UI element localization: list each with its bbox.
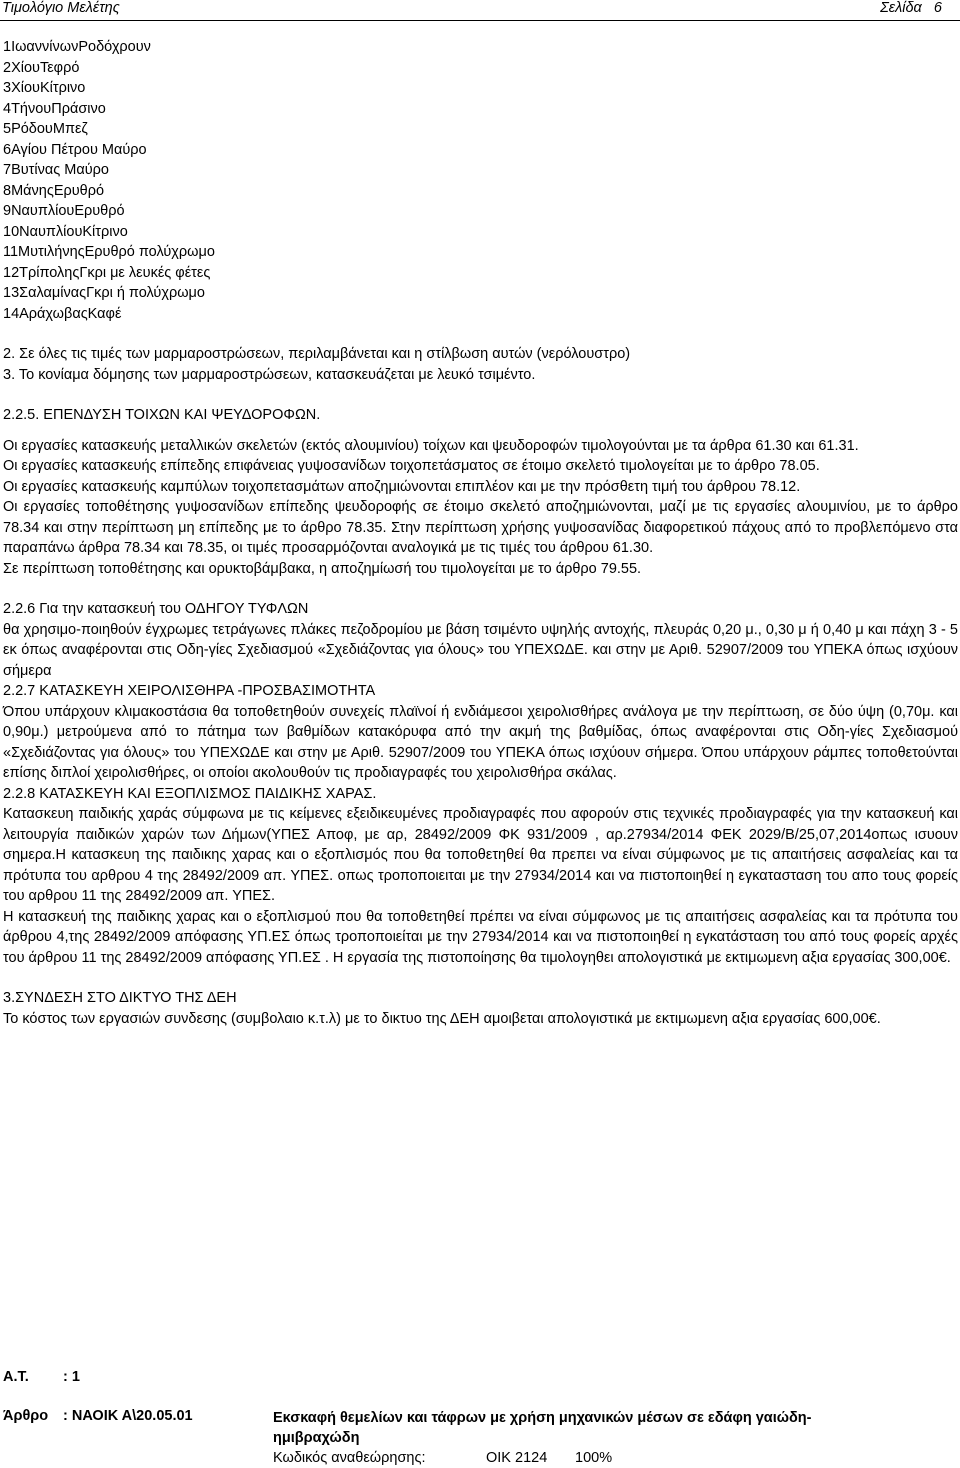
article-code: : ΝΑΟΙΚ Α\20.05.01 <box>63 1408 193 1424</box>
revision-percent: 100% <box>575 1450 613 1466</box>
spacer <box>3 385 958 405</box>
color-list-item: 13ΣαλαμίναςΓκρι ή πολύχρωμο <box>3 285 205 301</box>
section-225-paragraph: Οι εργασίες κατασκευής μεταλλικών σκελετών (εκτός αλουμινίου) τοίχων και ψευδοροφών τιμολογούνται με τα άρθρα 61.30 και 61.31. <box>3 437 859 454</box>
page-header <box>0 0 960 21</box>
section-225-paragraph: Οι εργασίες κατασκευής επίπεδης επιφάνειας γυψοσανίδων τοιχοπετάσματος σε έτοιμο σκελετό τιμολογείται με το άρθρο 78.05. <box>3 458 820 474</box>
color-list-item: 14ΑράχωβαςΚαφέ <box>3 305 122 322</box>
spacer <box>3 579 958 599</box>
at-label: Α.Τ. <box>3 1369 29 1385</box>
section-225-paragraph: Οι εργασίες κατασκευής καμπύλων τοιχοπετασμάτων αποζημιώνονται επιπλέον και με την πρόσθετη τιμή του άρθρου 78.12. <box>3 478 801 495</box>
article-description: Εκσκαφή θεμελίων και τάφρων με χρήση μηχανικών μέσων σε εδάφη γαιώδη-ημιβραχώδη <box>273 1410 812 1446</box>
spacer <box>3 324 958 344</box>
color-list-item: 8ΜάνηςΕρυθρό <box>3 182 105 199</box>
section-226-heading: 2.2.6 Για την κατασκευή του ΟΔΗΓΟΥ ΤΥΦΛΩΝ <box>3 601 309 617</box>
color-list-item: 7Βυτίνας Μαύρο <box>3 162 109 178</box>
section-227-paragraph: Όπου υπάρχουν κλιμακοστάσια θα τοποθετηθούν συνεχείς πλαϊνοί ή ενδιάμεσοι χειρολισθήρες ανάλογα με την περίπτωση, σε δύο ύψη (0,70μ. και 0,90μ.) μετρούμενα από το πάτημα των βαθμίδων κατακόρυφα από την ακμή της βαθμίδας, όπως αναφέρονται στις Οδη-γίες Σχεδιασμού «Σχεδιάζοντας για όλους» του ΥΠΕΧΩΔΕ και στην με Αριθ. 52907/2009 του ΥΠΕΚΑ όπως ισχύουν σήμερα. Όπου υπάρχουν ράμπες τοποθετούνται επίσης διπλοί χειρολισθήρες, οι οποίοι ακολουθούν τις προδιαγραφές του χειρολισθήρα σκάλας. <box>3 703 958 781</box>
note-2: 2. Σε όλες τις τιμές των μαρμαροστρώσεων, περιλαμβάνεται και η στίλβωση αυτών (νερόλουστρο) <box>3 346 631 362</box>
color-list-item: 1ΙωαννίνωνΡοδόχρουν <box>3 39 151 55</box>
section-228-paragraph: Η κατασκευή της παιδικης χαρας και ο εξοπλισμού που θα τοποθετηθεί πρέπει να είναι σύμφωνος με τις απαιτήσεις ασφαλείας και τα πρότυπα του άρθρου 4,της 28492/2009 απόφασης ΥΠ.ΕΣ όπως τροποποιείται με την 27934/2014 και να πιστοποιηθεί η εγκατάσταση του από τους φορείς αρχές του άρθρου 11 της 28492/2009 απόφασης ΥΠ.ΕΣ . Η εργασία της πιστοποίησης θα τιμολογηθει απολογιστικά με εκτιμωμενη αξια εργασίας 300,00€. <box>3 908 958 966</box>
color-list-item: 12ΤρίποληςΓκρι με λευκές φέτες <box>3 264 211 281</box>
spacer <box>3 968 958 988</box>
document-body <box>3 37 958 1029</box>
spacer <box>3 426 958 436</box>
color-list-item: 10ΝαυπλίουΚίτρινο <box>3 223 128 240</box>
page-indicator <box>880 0 942 16</box>
color-list <box>3 37 958 324</box>
color-list-item: 2ΧίουΤεφρό <box>3 59 80 76</box>
section-227-heading: 2.2.7 ΚΑΤΑΣΚΕΥΗ ΧΕΙΡΟΛΙΣΘΗΡΑ -ΠΡΟΣΒΑΣΙΜΟΤΗΤΑ <box>3 683 376 699</box>
revision-code: ΟΙΚ 2124 <box>486 1450 548 1466</box>
section-225-paragraph: Οι εργασίες τοποθέτησης γυψοσανίδων επίπεδης ψευδοροφής σε έτοιμο σκελετό αποζημιώνονται, μαζί με τις εργασίες αλουμινίου, με το άρθρο 78.34 και στην περίπτωση μη επίπεδης με το άρθρο 78.35. Στην περίπτωση χρήσης γυψοσανίδας διαφορετικού πάχους από το προβλεπόμενο στα παραπάνω άρθρα 78.34 και 78.35, οι τιμές προσαρμόζονται αναλογικά με τις τιμές του άρθρου 61.30. <box>3 499 958 556</box>
section-225-paragraph: Σε περίπτωση τοποθέτησης και ορυκτοβάμβακα, η αποζημίωσή του τιμολογείται με το άρθρο 79.55. <box>3 560 642 577</box>
section-226-paragraph: θα χρησιμο-ποιηθούν έγχρωμες τετράγωνες πλάκες πεζοδρομίου με βάση τσιμέντο υψηλής αντοχής, πλευράς 0,20 μ., 0,30 μ ή 0,40 μ και πάχη 3 - 5 εκ όπως αναφέρονται στις Οδη-γίες Σχεδιασμού «Σχεδιάζοντας για όλους» του ΥΠΕΧΩΔΕ. και στην με Αριθ. 52907/2009 του ΥΠΕΚΑ όπως ισχύουν σήμερα <box>3 621 958 679</box>
color-list-item: 9ΝαυπλίουΕρυθρό <box>3 203 125 219</box>
color-list-item: 11ΜυτιλήνηςΕρυθρό πολύχρωμο <box>3 244 215 260</box>
color-list-item: 4ΤήνουΠράσινο <box>3 100 106 117</box>
color-list-item: 5ΡόδουΜπεζ <box>3 121 88 137</box>
article-label: Άρθρο <box>3 1408 49 1424</box>
section-225-heading: 2.2.5. ΕΠΕΝΔΥΣΗ ΤΟΙΧΩΝ ΚΑΙ ΨΕΥΔΟΡΟΦΩΝ. <box>3 407 321 423</box>
section-3-paragraph: Το κόστος των εργασιών συνδεσης (συμβολαιο κ.τ.λ) με το δικτυο της ΔΕΗ αμοιβεται απολογιστικά με εκτιμωμενη αξια εργασίας 600,00€. <box>3 1010 881 1027</box>
document-title: Τιμολόγιο Μελέτης <box>2 0 120 16</box>
at-value: : 1 <box>63 1369 80 1385</box>
section-228-paragraph: Κατασκευη παιδικής χαράς σύμφωνα με τις κείμενες εξειδικευμένες προδιαγραφές που αφορούν στις τεχνικές προδιαγραφές για την κατασκευή και λειτουργία παιδικών χαρών των Δήμων(ΥΠΕΣ Αποφ, με αρ, 28492/2009 ΦΚ 931/2009 , αρ.27934/2014 ΦΕΚ 2029/Β/25,07,2014οπως ισυουν σημερα.Η κατασκευη της παιδικης χαρας και ο εξοπλισμός που θα τοποθετηθεί θα πρεπει να είναι σύμφωνος με τις απαιτήσεις ασφαλείας και τα πρότυπα του αρθρου 4 της 28492/2009 απ. ΥΠΕΣ. οπως τροποποιειται με την 27934/2014 και να πιστοποιηθεί η εγκατασταση του απο τους φορείς του αρθρου 11 της 28492/2009 απ. ΥΠΕΣ. <box>3 806 958 904</box>
color-list-item: 3ΧίουΚίτρινο <box>3 80 86 96</box>
page-number: 6 <box>933 0 942 16</box>
section-228-heading: 2.2.8 ΚΑΤΑΣΚΕΥΗ ΚΑΙ ΕΞΟΠΛΙΣΜΟΣ ΠΑΙΔΙΚΗΣ ΧΑΡΑΣ. <box>3 785 377 802</box>
section-3-heading: 3.ΣΥΝΔΕΣΗ ΣΤΟ ΔΙΚΤΥΟ ΤΗΣ ΔΕΗ <box>3 990 237 1006</box>
page-label: Σελίδα <box>880 0 922 16</box>
color-list-item: 6Αγίου Πέτρου Μαύρο <box>3 141 147 158</box>
note-3: 3. Το κονίαμα δόμησης των μαρμαροστρώσεων, κατασκευάζεται με λευκό τσιμέντο. <box>3 366 536 383</box>
revision-label: Κωδικός αναθεώρησης: <box>273 1450 426 1466</box>
